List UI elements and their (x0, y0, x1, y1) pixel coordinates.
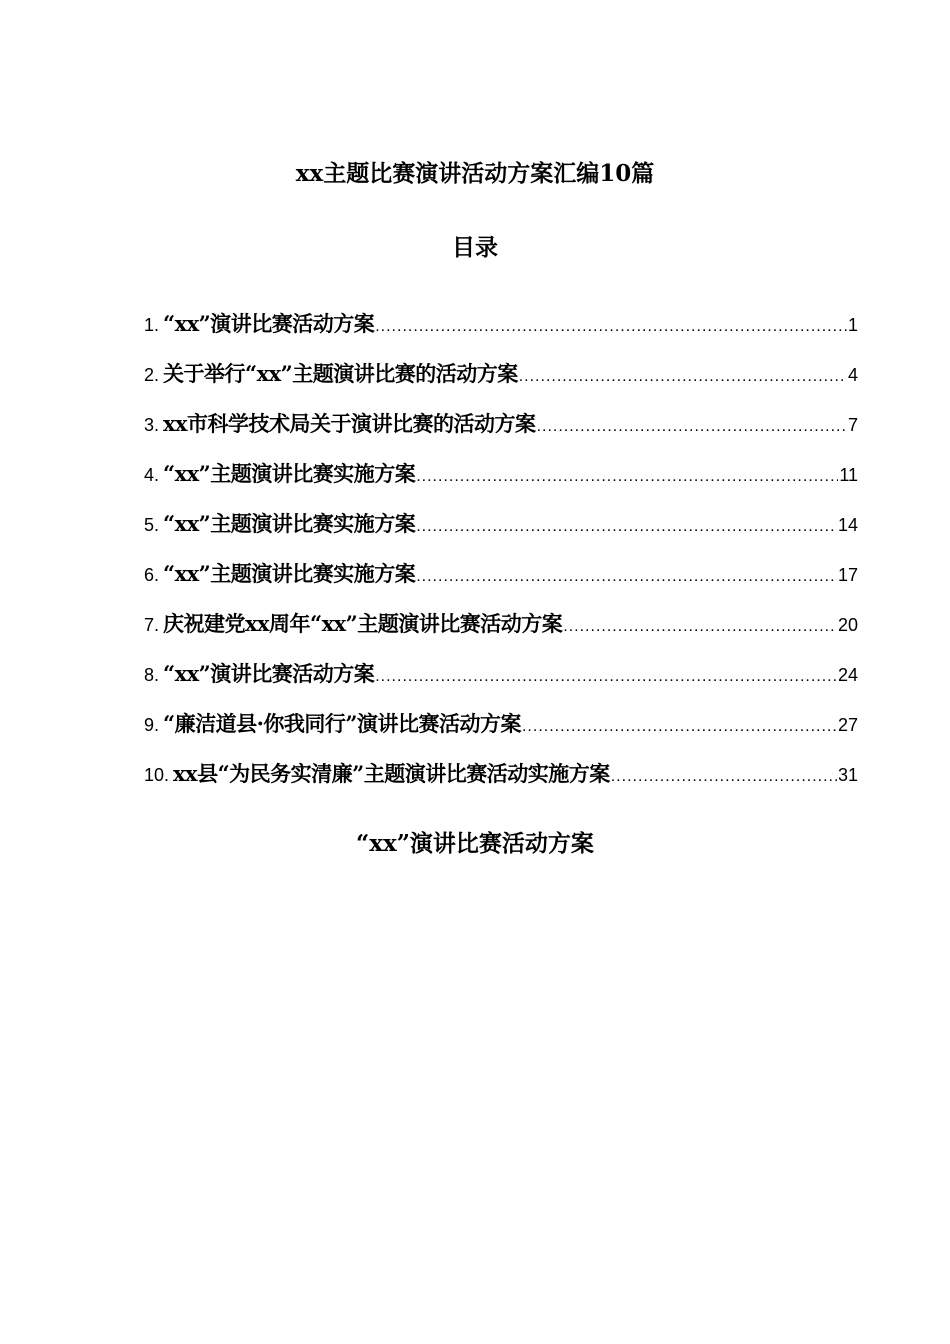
toc-entry-number: 9. (144, 715, 160, 735)
toc-dot-leader (563, 612, 837, 642)
toc-entry-title[interactable]: “xx”主题演讲比赛实施方案 (163, 561, 416, 586)
toc-entry-title[interactable]: 关于举行“xx”主题演讲比赛的活动方案 (163, 361, 518, 386)
document-title: xx主题比赛演讲活动方案汇编10篇 (295, 160, 655, 187)
toc-entry-page[interactable]: 17 (837, 565, 858, 585)
toc-dot-leader (537, 412, 847, 442)
table-of-contents (144, 309, 858, 809)
section-heading: “xx”演讲比赛活动方案 (356, 830, 594, 857)
toc-entry-number: 3. (144, 415, 160, 435)
toc-entry-title[interactable]: “xx”演讲比赛活动方案 (163, 311, 375, 336)
toc-entry-number: 2. (144, 365, 160, 385)
toc-heading: 目录 (452, 234, 498, 261)
toc-entry-number: 8. (144, 665, 160, 685)
toc-entry-page[interactable]: 1 (847, 315, 858, 335)
toc-entry-number: 6. (144, 565, 160, 585)
toc-entry[interactable] (144, 409, 858, 459)
toc-entry-number: 7. (144, 615, 160, 635)
toc-entry[interactable] (144, 759, 858, 809)
toc-entry-page[interactable]: 27 (837, 715, 858, 735)
toc-entry[interactable] (144, 709, 858, 759)
toc-entry-page[interactable]: 11 (839, 465, 858, 485)
toc-dot-leader (522, 712, 837, 742)
toc-dot-leader (611, 762, 837, 792)
toc-entry-title[interactable]: “xx”主题演讲比赛实施方案 (163, 461, 416, 486)
toc-entry-number: 4. (144, 465, 160, 485)
toc-entry-title[interactable]: “廉洁道县·你我同行”演讲比赛活动方案 (163, 711, 521, 736)
toc-entry-page[interactable]: 4 (847, 365, 858, 385)
toc-entry-page[interactable]: 14 (837, 515, 858, 535)
toc-entry-number: 10. (144, 765, 170, 785)
toc-entry-title[interactable]: 庆祝建党xx周年“xx”主题演讲比赛活动方案 (163, 611, 563, 636)
toc-entry[interactable] (144, 459, 858, 509)
toc-entry-title[interactable]: “xx”主题演讲比赛实施方案 (163, 511, 416, 536)
toc-dot-leader (375, 312, 847, 342)
toc-entry[interactable] (144, 359, 858, 409)
toc-entry[interactable] (144, 659, 858, 709)
toc-entry-title[interactable]: “xx”演讲比赛活动方案 (163, 661, 375, 686)
toc-entry-page[interactable]: 7 (847, 415, 858, 435)
toc-entry-number: 1. (144, 315, 160, 335)
toc-entry[interactable] (144, 609, 858, 659)
toc-entry-title[interactable]: xx县“为民务实清廉”主题演讲比赛活动实施方案 (173, 761, 610, 786)
toc-entry-number: 5. (144, 515, 160, 535)
toc-entry[interactable] (144, 559, 858, 609)
toc-entry-page[interactable]: 31 (837, 765, 858, 785)
toc-dot-leader (375, 662, 837, 692)
toc-entry-page[interactable]: 24 (837, 665, 858, 685)
toc-entry-page[interactable]: 20 (837, 615, 858, 635)
toc-dot-leader (519, 362, 847, 392)
toc-dot-leader (416, 462, 838, 492)
toc-entry-title[interactable]: xx市科学技术局关于演讲比赛的活动方案 (163, 411, 536, 436)
toc-dot-leader (416, 512, 837, 542)
toc-dot-leader (416, 562, 837, 592)
toc-entry[interactable] (144, 309, 858, 359)
toc-entry[interactable] (144, 509, 858, 559)
